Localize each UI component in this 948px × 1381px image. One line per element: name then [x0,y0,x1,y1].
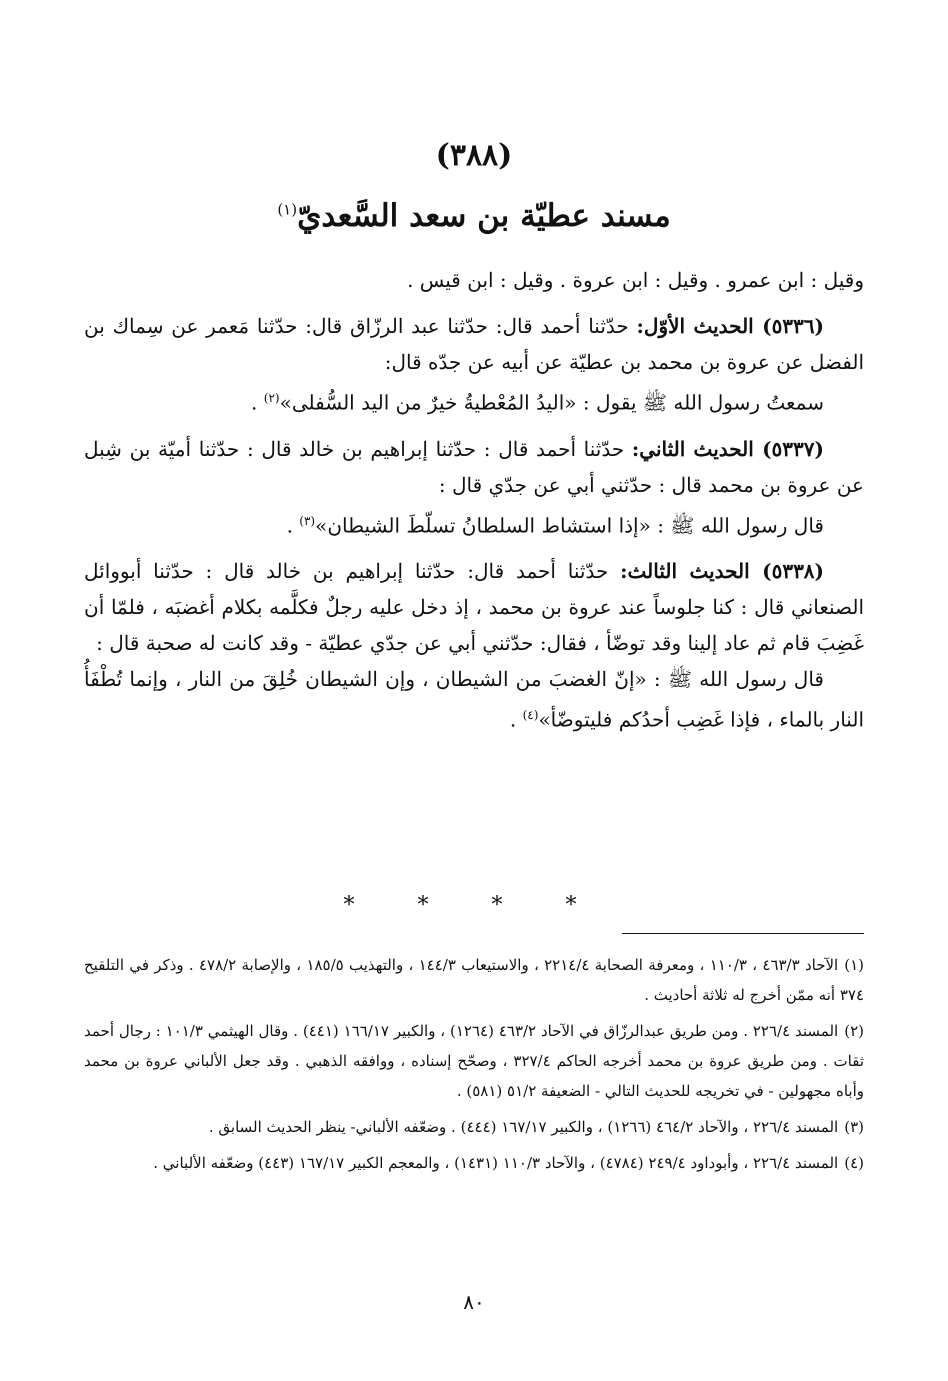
hadith-3 [84,553,864,738]
hadith-1 [84,308,864,421]
hadith-matn [84,661,864,738]
chapter-number: (٣٨٨) [435,138,513,173]
footnote-text: الآحاد ٤٦٣/٣ ، ١١٠/٣ ، ومعرفة الصحابة ٢٢١٤/٤ ، والاستيعاب ١٤٤/٣ ، والتهذيب ١٨٥/٥ ، والإصابة ٤٧٨/٢ . وذكر في التلقيح ٣٧٤ أنه ممّن أخرج له ثلاثة أحاديث . [84,956,864,1004]
hadith-chain [84,308,864,380]
hadith-heading: (٥٣٣٦) الحديث الأوّل: [636,314,824,338]
footnote-number: (١) [844,956,864,974]
hadith-isnad: حدّثنا أحمد قال: حدّثنا إبراهيم بن خالد قال : حدّثنا أبووائل الصنعاني قال : كنا جلوساً عند عروة بن محمد ، إذ دخل عليه رجلٌ فكلَّمه بكلام أغضبَه ، فلمّا أن غَضِبَ قام ثم عاد إلينا وقد توضّأ ، فقال: حدّثني أبي عن جدّي عطيّة - وقد كانت له صحبة قال : [84,559,864,656]
footnote-text: المسند ٢٢٦/٤ . ومن طريق عبدالرزّاق في الآحاد ٤٦٣/٢ (١٢٦٤) ، والكبير ١٦٦/١٧ (٤٤١) . وقال الهيثمي ١٠١/٣ : رجال أحمد ثقات . ومن طريق عروة بن محمد أخرجه الحاكم ٣٢٧/٤ ، وصحّح إسناده ، ووافقه الذهبي . وقد جعل الألباني عروة بن محمد وأباه مجهولين - في تخريجه للحديث التالي - الضعيفة ٥١/٢ (٥٨١) . [84,1022,864,1100]
body-text [84,262,864,748]
footnote-ref[interactable]: (٢) [263,391,280,405]
hadith-matn-text: قال رسول الله ﷺ : «إنّ الغضبَ من الشيطان ، وإن الشيطان خُلِقَ من النار ، وإنما تُطْفَأُ النار بالماء ، فإذا غَضِب أحدُكم فليتوضّأ» [84,667,864,732]
footnote-ref[interactable]: (١) [277,200,298,219]
hadith-end: . [509,707,523,732]
footnote [84,1016,864,1106]
footnote-text: المسند ٢٢٦/٤ ، وأبوداود ٢٤٩/٤ (٤٧٨٤) ، والآحاد ١١٠/٣ (١٤٣١) ، والمعجم الكبير ١٦٧/١٧ (٤٤٣) وضعّفه الألباني . [153,1154,839,1172]
alt-names: وقيل : ابن عمرو . وقيل : ابن عروة . وقيل : ابن قيس . [407,268,864,292]
hadith-2 [84,431,864,544]
hadith-isnad: حدّثنا أحمد قال: حدّثنا عبد الرزّاق قال: حدّثنا مَعمر عن سِماك بن الفضل عن عروة بن محمد بن عطيّة عن أبيه عن جدّه قال: [84,314,864,374]
hadith-heading: (٥٣٣٧) الحديث الثاني: [631,436,824,461]
hadith-matn [84,380,864,421]
hadith-chain [84,553,864,661]
footnote [84,1148,864,1178]
hadith-isnad: حدّثنا أحمد قال : حدّثنا إبراهيم بن خالد قال : حدّثنا أميّة بن شِبل عن عروة بن محمد قال : حدّثني أبي عن جدّي قال : [84,436,864,497]
footnote-divider [622,933,864,934]
footnote-number: (٤) [844,1154,864,1172]
hadith-matn [84,503,864,544]
footnote-number: (٣) [844,1118,864,1136]
musnad-title [0,198,948,234]
hadith-heading: (٥٣٣٨) الحديث الثالث: [620,559,825,584]
footnotes [84,950,864,1184]
hadith-chain [84,431,864,503]
hadith-matn-text: سمعتُ رسول الله ﷺ يقول : «اليدُ المُعْطيةُ خيرٌ من اليد السُّفلى» [279,390,824,415]
hadith-end: . [286,513,300,538]
footnote-ref[interactable]: (٣) [299,513,316,528]
section-separator: * * * * [343,893,605,918]
footnote [84,1112,864,1142]
footnote-text: المسند ٢٢٦/٤ ، والآحاد ٤٦٤/٢ (١٢٦٦) ، والكبير ١٦٧/١٧ (٤٤٤) . وضعّفه الألباني- ينظر الحديث السابق . [208,1118,839,1136]
page-number: ٨٠ [463,1290,485,1314]
footnote-number: (٢) [844,1022,864,1040]
hadith-end: . [251,390,264,415]
musnad-title-text: مسند عطيّة بن سعد السَّعديّ [297,198,671,234]
hadith-matn-text: قال رسول الله ﷺ : «إذا استشاط السلطانُ تسلّطَ الشيطان» [315,513,824,538]
footnote [84,950,864,1010]
footnote-ref[interactable]: (٤) [522,708,539,723]
